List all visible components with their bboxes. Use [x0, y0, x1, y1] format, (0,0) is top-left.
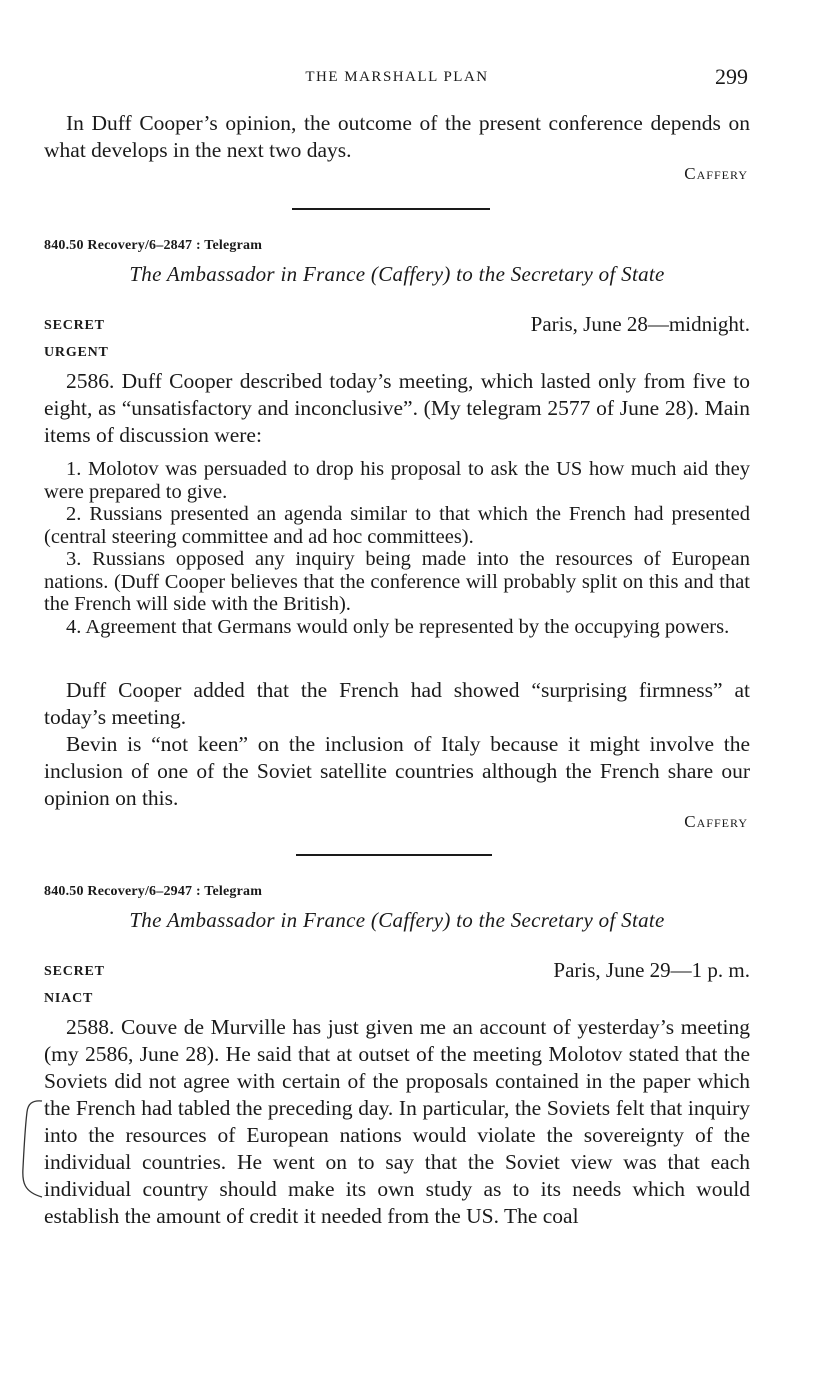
doc1-item-1: 1. Molotov was persuaded to drop his proposal to ask the US how much aid they were prepared to give. [44, 458, 750, 503]
doc1-item-2: 2. Russians presented an agenda similar to that which the French had presented (central steering committee and ad hoc committees). [44, 503, 750, 548]
margin-bracket-mark [18, 1098, 44, 1200]
doc1-title: The Ambassador in France (Caffery) to the Secretary of State [129, 262, 665, 286]
opening-paragraph: In Duff Cooper’s opinion, the outcome of the present conference depends on what develops in the next two days. [44, 111, 750, 162]
doc1-item-4: 4. Agreement that Germans would only be represented by the occupying powers. [66, 616, 730, 638]
doc1-classification-secret: SECRET [44, 318, 105, 333]
running-head [44, 66, 750, 90]
doc2-body-paragraph: 2588. Couve de Murville has just given me an account of yesterday’s meeting (my 2586, June 28). He said that at outset of the meeting Molotov stated that the Soviets did not agree with certain of the proposals contained in the paper which the French had tabled the preceding day. In particular, the Soviets felt that inquiry into the resources of European nations would violate the sovereignty of the individual countries. He went on to say that the Soviet view was that each individual country should make its own study as to its needs which would establish the amount of credit it needed from the US. The coal [44, 1015, 750, 1228]
opening-signature: Caffery [684, 164, 748, 183]
doc1-paragraph-2: Duff Cooper added that the French had showed “surprising firmness” at today’s meeting. [44, 678, 750, 729]
doc1-intro-paragraph: 2586. Duff Cooper described today’s meeting, which lasted only from five to eight, as “unsatisfactory and inconclusive”. (My telegram 2577 of June 28). Main items of discussion were: [44, 369, 750, 447]
doc1-paragraph-3: Bevin is “not keen” on the inclusion of Italy because it might involve the inclusion of one of the Soviet satellite countries although the French share our opinion on this. [44, 732, 750, 810]
doc1-file-reference: 840.50 Recovery/6–2847 : Telegram [44, 238, 263, 253]
doc2-classification-secret: SECRET [44, 964, 105, 979]
page-number: 299 [715, 64, 748, 89]
document-page [44, 0, 750, 1380]
running-title: THE MARSHALL PLAN [305, 69, 489, 85]
doc1-signature: Caffery [684, 812, 748, 831]
doc1-dateline: Paris, June 28—midnight. [530, 312, 750, 336]
doc1-classification-urgent: URGENT [44, 345, 109, 360]
section-divider [292, 208, 490, 210]
doc2-title: The Ambassador in France (Caffery) to the Secretary of State [129, 908, 665, 932]
doc1-item-3: 3. Russians opposed any inquiry being made into the resources of European nations. (Duff Cooper believes that the conference will probably split on this and that the French will side with the British). [44, 548, 750, 615]
doc2-dateline: Paris, June 29—1 p. m. [553, 958, 750, 982]
section-divider-2 [296, 854, 492, 856]
doc2-classification-niact: NIACT [44, 991, 94, 1006]
doc2-file-reference: 840.50 Recovery/6–2947 : Telegram [44, 884, 263, 899]
